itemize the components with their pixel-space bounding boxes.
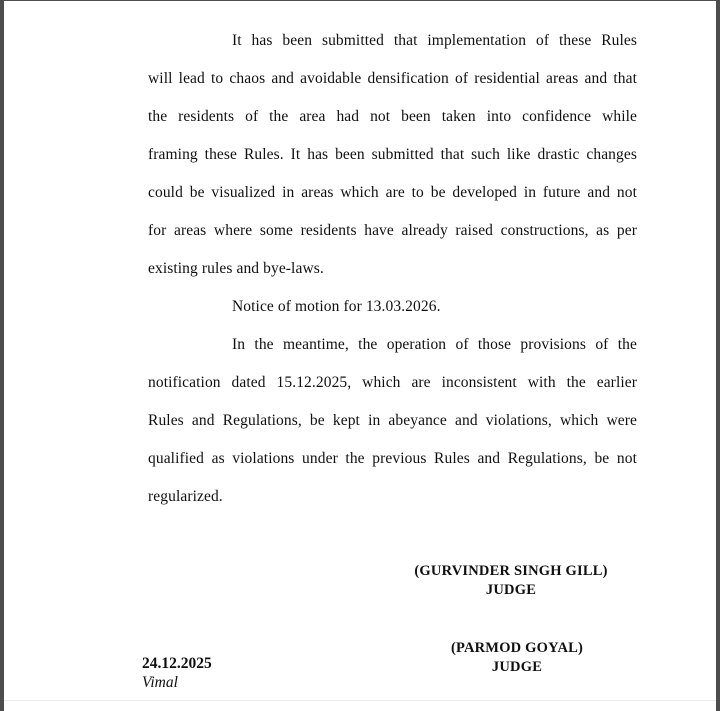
body-line: In the meantime, the operation of those provisions of the (232, 336, 637, 353)
judge-name: (GURVINDER SINGH GILL) (414, 563, 608, 579)
body-line: existing rules and bye-laws. (148, 260, 324, 277)
scan-edge-right-bar (716, 0, 720, 711)
body-line: framing these Rules. It has been submitted that such like drastic changes (148, 146, 637, 163)
judge-name: (PARMOD GOYAL) (450, 640, 584, 656)
body-line: regularized. (148, 488, 223, 505)
body-line: It has been submitted that implementation of these Rules (232, 32, 637, 49)
body-line: could be visualized in areas which are to be developed in future and not (148, 184, 637, 201)
body-line: qualified as violations under the previous Rules and Regulations, be not (148, 450, 637, 467)
order-body-text (148, 22, 637, 516)
signature-block-parmod-goyal (372, 639, 662, 676)
scan-edge-left-bar (0, 0, 4, 711)
judge-title: JUDGE (485, 581, 537, 598)
signature-block-gurvinder-singh-gill (366, 562, 656, 599)
body-line: Rules and Regulations, be kept in abeyance and violations, which were (148, 412, 637, 429)
body-line: notification dated 15.12.2025, which are inconsistent with the earlier (148, 374, 637, 391)
scan-artifact-line (4, 700, 716, 701)
body-line: the residents of the area had not been taken into confidence while (148, 108, 637, 125)
body-line: will lead to chaos and avoidable densification of residential areas and that (148, 70, 637, 87)
body-line: for areas where some residents have already raised constructions, as per (148, 222, 637, 239)
order-date: 24.12.2025 (142, 655, 212, 672)
scan-edge-top-line (0, 0, 720, 1)
judge-title: JUDGE (491, 658, 543, 675)
body-line: Notice of motion for 13.03.2026. (232, 298, 441, 315)
author-initials: Vimal (142, 674, 178, 691)
date-block (142, 654, 212, 692)
